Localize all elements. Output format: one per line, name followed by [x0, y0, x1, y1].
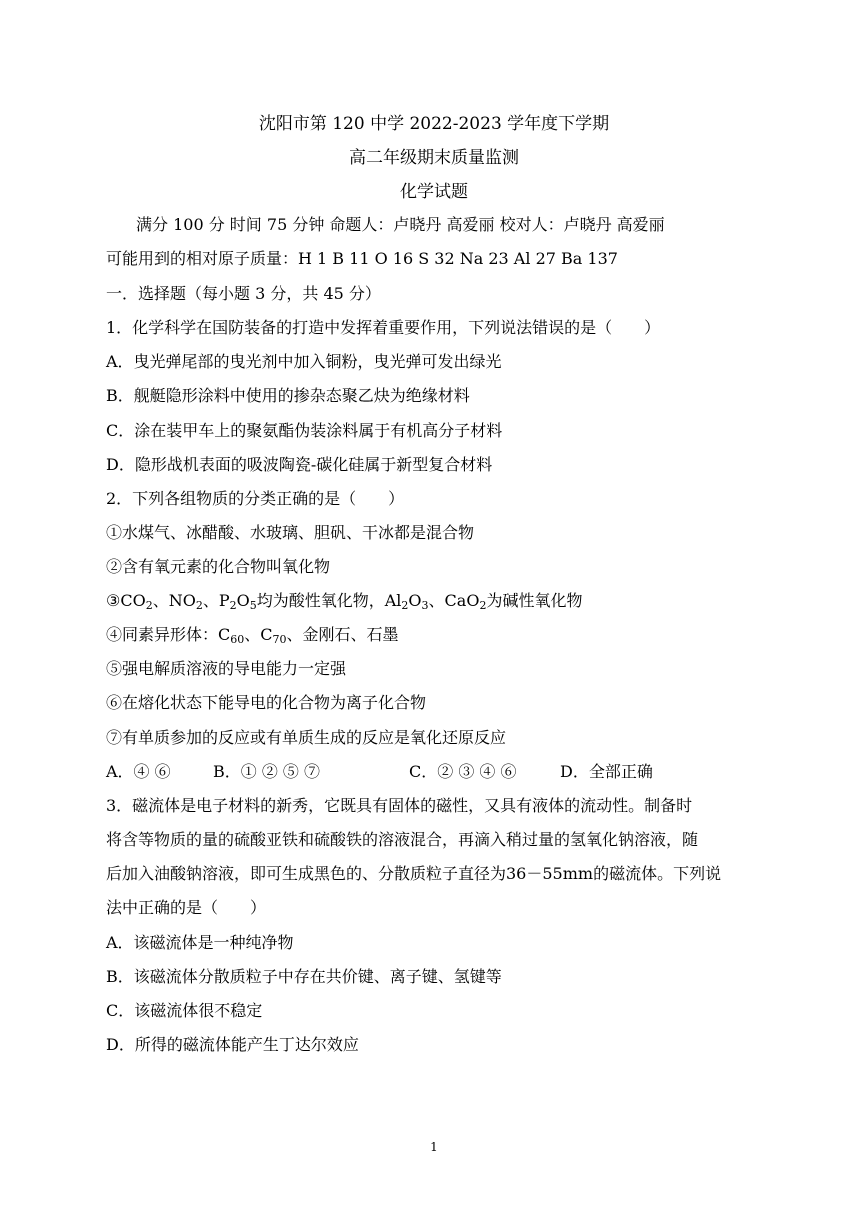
q3-option-b: B．该磁流体分散质粒子中存在共价键、离子键、氢键等: [106, 967, 502, 986]
q2-item-6: ⑥在熔化状态下能导电的化合物为离子化合物: [106, 693, 427, 712]
exam-info: 满分 100 分 时间 75 分钟 命题人：卢晓丹 高爱丽 校对人：卢晓丹 高爱丽: [136, 215, 665, 234]
q3-option-a: A．该磁流体是一种纯净物: [106, 933, 294, 952]
q3-option-c: C．该磁流体很不稳定: [106, 1001, 263, 1020]
q2-stem: 2．下列各组物质的分类正确的是（ ）: [106, 489, 405, 508]
q2-item-5: ⑤强电解质溶液的导电能力一定强: [106, 659, 347, 678]
q1-option-d: D．隐形战机表面的吸波陶瓷-碳化硅属于新型复合材料: [106, 455, 493, 474]
q2-option-a: A．④ ⑥: [106, 762, 171, 781]
q1-option-b: B．舰艇隐形涂料中使用的掺杂态聚乙炔为绝缘材料: [106, 386, 470, 405]
exam-subtitle: 高二年级期末质量监测: [349, 148, 519, 168]
q2-option-d: D．全部正确: [560, 762, 653, 781]
q3-stem-line-1: 3．磁流体是电子材料的新秀，它既具有固体的磁性，又具有液体的流动性。制备时: [106, 796, 693, 815]
q1-option-a: A．曳光弹尾部的曳光剂中加入铜粉，曳光弹可发出绿光: [106, 352, 502, 371]
atomic-masses: 可能用到的相对原子质量：H 1 B 11 O 16 S 32 Na 23 Al 27 Ba 137: [106, 249, 618, 268]
exam-subject: 化学试题: [400, 182, 468, 202]
q3-stem-line-3: 后加入油酸钠溶液，即可生成黑色的、分散质粒子直径为36－55mm的磁流体。下列说: [106, 864, 722, 883]
q1-option-c: C．涂在装甲车上的聚氨酯伪装涂料属于有机高分子材料: [106, 421, 503, 440]
q2-item-1: ①水煤气、冰醋酸、水玻璃、胆矾、干冰都是混合物: [106, 523, 475, 542]
q2-option-c: C．② ③ ④ ⑥: [409, 762, 517, 781]
exam-title: 沈阳市第 120 中学 2022-2023 学年度下学期: [258, 114, 610, 134]
q1-stem: 1．化学科学在国防装备的打造中发挥着重要作用，下列说法错误的是（ ）: [106, 318, 661, 337]
q2-item-4: ④同素异形体：$C_{60}$、$C_{70}$、金刚石、石墨: [106, 625, 399, 646]
q3-option-d: D．所得的磁流体能产生丁达尔效应: [106, 1035, 359, 1054]
q2-item-2: ②含有氧元素的化合物叫氧化物: [106, 557, 331, 576]
q2-item-7: ⑦有单质参加的反应或有单质生成的反应是氧化还原反应: [106, 728, 507, 747]
q2-option-b: B．① ② ⑤ ⑦: [213, 762, 321, 781]
section-heading: 一．选择题（每小题 3 分，共 45 分）: [106, 284, 381, 303]
q3-stem-line-4: 法中正确的是（ ）: [106, 898, 267, 917]
page-number: 1: [430, 1140, 438, 1154]
q3-stem-line-2: 将含等物质的量的硫酸亚铁和硫酸铁的溶液混合，再滴入稍过量的氢氧化钠溶液，随: [106, 830, 699, 849]
q2-item-3: $③CO_2$、$NO_2$、$P_2O_5$均为酸性氧化物，$Al_2O_3$、CaO$_2$为碱性氧化物: [106, 591, 583, 612]
